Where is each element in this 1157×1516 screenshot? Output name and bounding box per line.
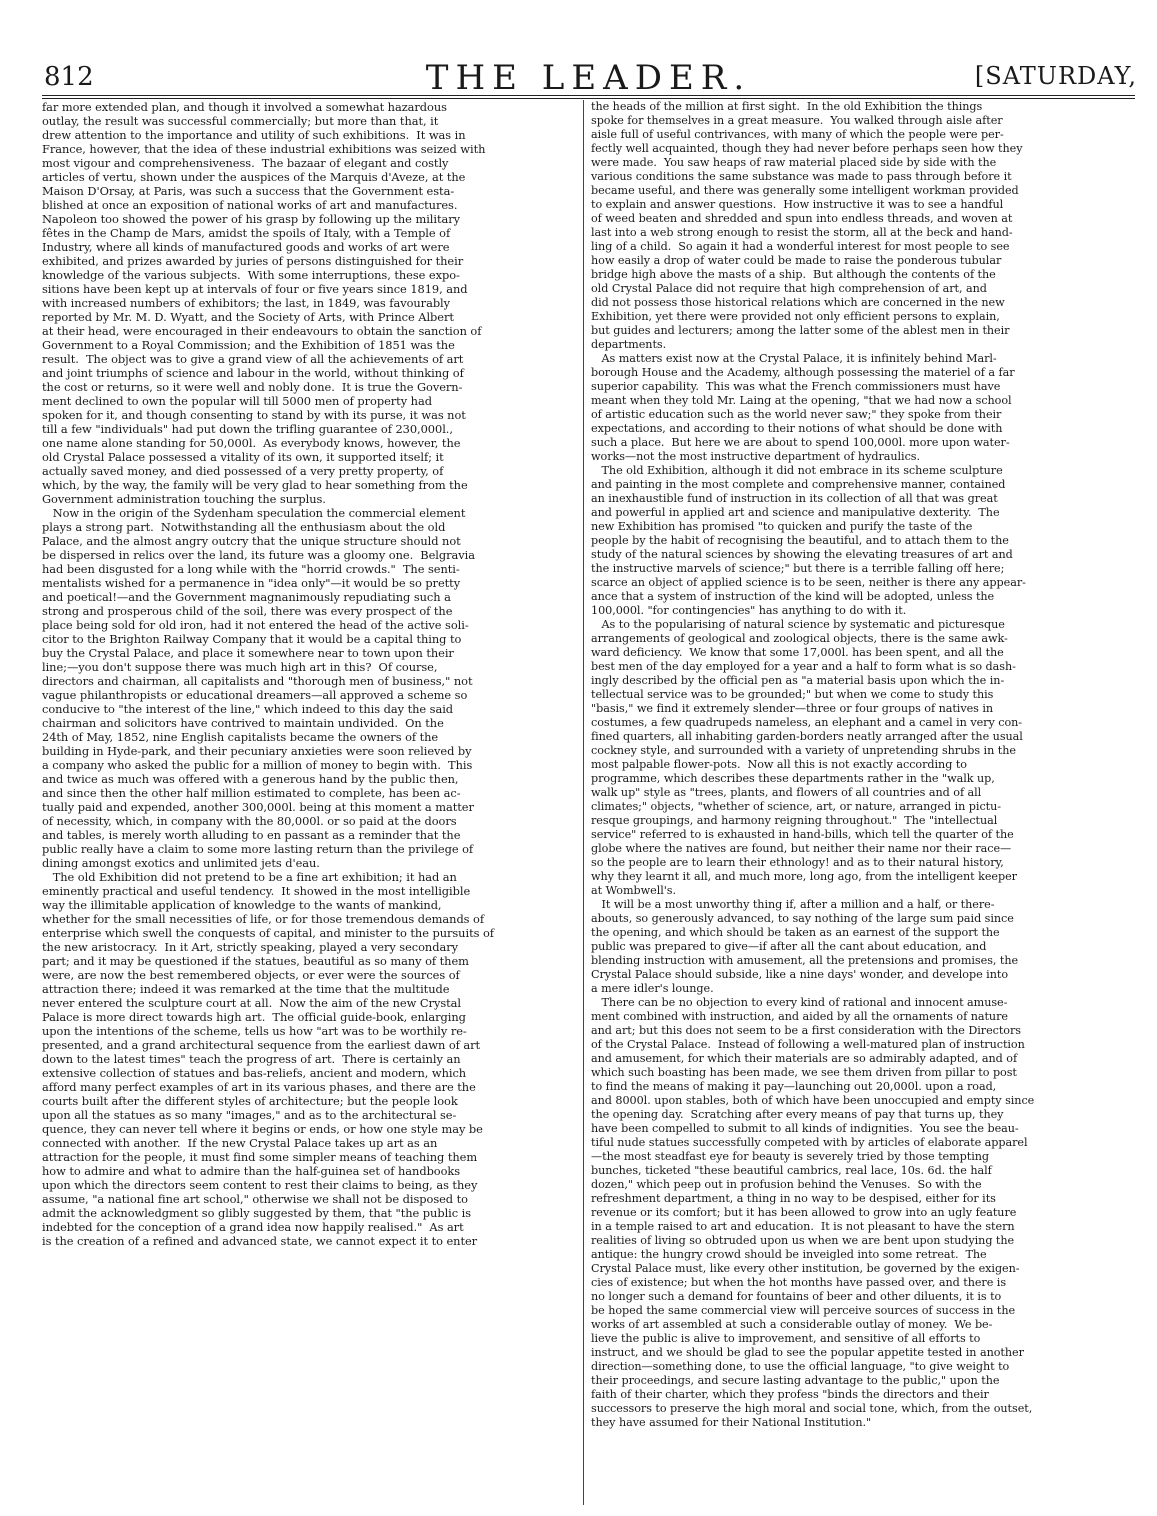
text-line: faith of their charter, which they profess "binds the directors and their <box>591 1388 989 1401</box>
text-line: which such boasting has been made, we see them driven from pillar to post <box>591 1066 1017 1079</box>
text-line: lieve the public is alive to improvement, and sensitive of all efforts to <box>591 1332 981 1345</box>
text-line: enterprise which swell the conquests of capital, and minister to the pursuits of <box>42 926 494 940</box>
text-line: various conditions the same substance was made to pass through before it <box>591 170 1012 183</box>
text-line: strong and prosperous child of the soil, there was every prospect of the <box>42 604 453 618</box>
text-line: The old Exhibition, although it did not embrace in its scheme sculpture <box>591 464 1003 477</box>
text-line: connected with another. If the new Crystal Palace takes up art as an <box>42 1136 438 1150</box>
text-line: borough House and the Academy, although possessing the materiel of a far <box>591 366 1015 379</box>
text-line: whether for the small necessities of life, or for those tremendous demands of <box>42 912 485 926</box>
text-line: how easily a drop of water could be made to raise the ponderous tubular <box>591 254 1002 267</box>
text-line: and twice as much was offered with a generous hand by the public then, <box>42 772 459 786</box>
text-line: blending instruction with amusement, all the pretensions and promises, the <box>591 954 1019 967</box>
column-divider <box>583 100 584 1505</box>
text-line: a company who asked the public for a million of money to begin with. This <box>42 758 473 772</box>
text-line: the opening day. Scratching after every means of pay that turns up, they <box>591 1108 1004 1121</box>
text-line: upon all the statues as so many "images," and as to the architectural se- <box>42 1108 457 1122</box>
text-line: extensive collection of statues and bas-reliefs, ancient and modern, which <box>42 1066 467 1080</box>
text-line: —the most steadfast eye for beauty is severely tried by those tempting <box>591 1150 990 1163</box>
text-line: old Crystal Palace possessed a vitality of its own, it supported itself; it <box>42 450 444 464</box>
text-line: is the creation of a refined and advanced state, we cannot expect it to enter <box>42 1234 478 1248</box>
text-line: works—not the most instructive department of hydraulics. <box>591 450 920 463</box>
text-line: presented, and a grand architectural sequence from the earliest dawn of art <box>42 1038 481 1052</box>
text-line: cies of existence; but when the hot months have passed over, and there is <box>591 1276 1007 1289</box>
text-line: building in Hyde-park, and their pecuniary anxieties were soon relieved by <box>42 744 472 758</box>
text-line: Palace is more direct towards high art. The official guide-book, enlarging <box>42 1010 466 1024</box>
text-line: fined quarters, all inhabiting garden-borders neatly arranged after the usual <box>591 730 1023 743</box>
issue-day: [SATURDAY, <box>974 62 1137 90</box>
text-line: Crystal Palace should subside, like a nine days' wonder, and develope into <box>591 968 1008 981</box>
text-line: way the illimitable application of knowledge to the wants of mankind, <box>42 898 442 912</box>
text-line: drew attention to the importance and utility of such exhibitions. It was in <box>42 128 466 142</box>
text-line: their proceedings, and secure lasting advantage to the public," upon the <box>591 1374 1000 1387</box>
text-line: eminently practical and useful tendency. It showed in the most intelligible <box>42 884 471 898</box>
text-line: and amusement, for which their materials are so admirably adapted, and of <box>591 1052 1018 1065</box>
text-line: Exhibition, yet there were provided not only efficient persons to explain, <box>591 310 1000 323</box>
text-line: dining amongst exotics and unlimited jets d'eau. <box>42 856 320 870</box>
masthead <box>40 58 1137 98</box>
text-line: Maison D'Orsay, at Paris, was such a success that the Government esta- <box>42 184 455 198</box>
text-line: quence, they can never tell where it begins or ends, or how one style may be <box>42 1122 483 1136</box>
text-line: far more extended plan, and though it involved a somewhat hazardous <box>42 100 447 114</box>
text-line: "basis," we find it extremely slender—three or four groups of natives in <box>591 702 994 715</box>
text-line: result. The object was to give a grand view of all the achievements of art <box>42 352 464 366</box>
text-line: exhibited, and prizes awarded by juries of persons distinguished for their <box>42 254 464 268</box>
text-line: a mere idler's lounge. <box>591 982 714 995</box>
text-line: climates;" objects, "whether of science, art, or nature, arranged in pictu- <box>591 800 1001 813</box>
text-line: dozen," which peep out in profusion behind the Venuses. So with the <box>591 1178 982 1191</box>
text-line: and art; but this does not seem to be a first consideration with the Directors <box>591 1024 1021 1037</box>
text-line: part; and it may be questioned if the statues, beautiful as so many of them <box>42 954 469 968</box>
text-line: and poetical!—and the Government magnanimously repudiating such a <box>42 590 451 604</box>
text-line: tellectual service was to be grounded;" but when we come to study this <box>591 688 994 701</box>
text-line: buy the Crystal Palace, and place it somewhere near to town upon their <box>42 646 454 660</box>
text-line: As to the popularising of natural science by systematic and picturesque <box>591 618 1005 631</box>
text-line: attraction for the people, it must find some simpler means of teaching them <box>42 1150 478 1164</box>
text-line: down to the latest times" teach the progress of art. There is certainly an <box>42 1052 461 1066</box>
text-line: became useful, and there was generally some intelligent workman provided <box>591 184 1019 197</box>
text-line: Government to a Royal Commission; and the Exhibition of 1851 was the <box>42 338 455 352</box>
text-line: upon the intentions of the scheme, tells us how "art was to be worthily re- <box>42 1024 467 1038</box>
text-line: Now in the origin of the Sydenham speculation the commercial element <box>42 506 466 520</box>
text-line: scarce an object of applied science is to be seen, neither is there any appear- <box>591 576 1026 589</box>
text-line: best men of the day employed for a year and a half to form what is so dash- <box>591 660 1016 673</box>
text-line: at their head, were encouraged in their endeavours to obtain the sanction of <box>42 324 482 338</box>
text-line: spoke for themselves in a great measure. You walked through aisle after <box>591 114 1003 127</box>
text-line: As matters exist now at the Crystal Palace, it is infinitely behind Marl- <box>591 352 997 365</box>
text-line: to find the means of making it pay—launching out 20,000l. upon a road, <box>591 1080 997 1093</box>
text-line: and powerful in applied art and science and manipulative dexterity. The <box>591 506 1000 519</box>
text-line: service" referred to is exhausted in hand-bills, which tell the quarter of the <box>591 828 1014 841</box>
text-line: the new aristocracy. In it Art, strictly speaking, played a very secondary <box>42 940 458 954</box>
text-line: directors and chairman, all capitalists and "thorough men of business," not <box>42 674 473 688</box>
text-line: successors to preserve the high moral and social tone, which, from the outset, <box>591 1402 1033 1415</box>
text-line: such a place. But here we are about to spend 100,000l. more upon water- <box>591 436 1010 449</box>
text-line: ment combined with instruction, and aided by all the ornaments of nature <box>591 1010 1008 1023</box>
text-line: superior capability. This was what the French commissioners must have <box>591 380 1001 393</box>
text-line: assume, "a national fine art school," otherwise we shall not be disposed to <box>42 1192 468 1206</box>
text-line: of the Crystal Palace. Instead of following a well-matured plan of instruction <box>591 1038 1025 1051</box>
text-line: 24th of May, 1852, nine English capitalists became the owners of the <box>42 730 439 744</box>
text-line: why they learnt it all, and much more, long ago, from the intelligent keeper <box>591 870 1017 883</box>
header-rule-bottom <box>42 98 1135 99</box>
text-line: but guides and lecturers; among the latter some of the ablest men in their <box>591 324 1010 337</box>
text-line: refreshment department, a thing in no way to be despised, either for its <box>591 1192 996 1205</box>
text-line: instruct, and we should be glad to see the popular appetite tested in another <box>591 1346 1024 1359</box>
text-line: ingly described by the official pen as "a material basis upon which the in- <box>591 674 1005 687</box>
text-line: with increased numbers of exhibitors; the last, in 1849, was favourably <box>42 296 451 310</box>
text-line: new Exhibition has promised "to quicken and purify the taste of the <box>591 520 973 533</box>
text-line: so the people are to learn their ethnology! and as to their natural history, <box>591 856 1004 869</box>
text-line: arrangements of geological and zoological objects, there is the same awk- <box>591 632 1008 645</box>
text-line: of necessity, which, in company with the 80,000l. or so paid at the doors <box>42 814 457 828</box>
text-line: reported by Mr. M. D. Wyatt, and the Society of Arts, with Prince Albert <box>42 310 454 324</box>
text-line: actually saved money, and died possessed of a very pretty property, of <box>42 464 444 478</box>
right-column <box>591 100 1137 1430</box>
text-line: in a temple raised to art and education. It is not pleasant to have the stern <box>591 1220 1015 1233</box>
text-line: afford many perfect examples of art in its various phases, and there are the <box>42 1080 476 1094</box>
text-line: till a few "individuals" had put down the trifling guarantee of 230,000l., <box>42 422 453 436</box>
text-line: admit the acknowledgment so glibly suggested by them, that "the public is <box>42 1206 472 1220</box>
text-line: ance that a system of instruction of the kind will be adopted, unless the <box>591 590 995 603</box>
newspaper-title: THE LEADER. <box>425 58 752 98</box>
left-column <box>42 100 582 1248</box>
text-line: no longer such a demand for fountains of beer and other diluents, it is to <box>591 1290 1002 1303</box>
text-line: mentalists wished for a permanence in "idea only"—it would be so pretty <box>42 576 461 590</box>
header-rule-top <box>42 95 1135 96</box>
text-line: were, are now the best remembered objects, or ever were the sources of <box>42 968 460 982</box>
text-line: Government administration touching the surplus. <box>42 492 326 506</box>
text-line: to explain and answer questions. How instructive it was to see a handful <box>591 198 1004 211</box>
text-line: public really have a claim to some more lasting return than the privilege of <box>42 842 474 856</box>
text-line: an inexhaustible fund of instruction in its collection of all that was great <box>591 492 998 505</box>
text-line: resque groupings, and harmony reigning throughout." The "intellectual <box>591 814 998 827</box>
text-line: programme, which describes these departments rather in the "walk up, <box>591 772 995 785</box>
text-line: ment declined to own the popular will till 5000 men of property had <box>42 394 432 408</box>
text-line: realities of living so obtruded upon us when we are bent upon studying the <box>591 1234 1015 1247</box>
text-line: aisle full of useful contrivances, with many of which the people were per- <box>591 128 1004 141</box>
text-line: attraction there; indeed it was remarked at the time that the multitude <box>42 982 450 996</box>
text-line: expectations, and according to their notions of what should be done with <box>591 422 1003 435</box>
text-line: the opening, and which should be taken as an earnest of the support the <box>591 926 1000 939</box>
text-line: works of art assembled at such a considerable outlay of money. We be- <box>591 1318 993 1331</box>
text-line: the cost or returns, so it were well and nobly done. It is true the Govern- <box>42 380 463 394</box>
text-line: conducive to "the interest of the line," which indeed to this day the said <box>42 702 454 716</box>
text-line: most vigour and comprehensiveness. The bazaar of elegant and costly <box>42 156 449 170</box>
text-line: vague philanthropists or educational dreamers—all approved a scheme so <box>42 688 468 702</box>
text-line: be hoped the same commercial view will perceive sources of success in the <box>591 1304 1016 1317</box>
text-line: chairman and solicitors have contrived to maintain undivided. On the <box>42 716 444 730</box>
text-line: The old Exhibition did not pretend to be a fine art exhibition; it had an <box>42 870 457 884</box>
text-line: ling of a child. So again it had a wonderful interest for most people to see <box>591 240 1010 253</box>
text-line: one name alone standing for 50,000l. As everybody knows, however, the <box>42 436 461 450</box>
text-line: citor to the Brighton Railway Company that it would be a capital thing to <box>42 632 462 646</box>
text-line: Palace, and the almost angry outcry that the unique structure should not <box>42 534 461 548</box>
text-line: of artistic education such as the world never saw;" they spoke from their <box>591 408 1002 421</box>
text-line: at Wombwell's. <box>591 884 676 897</box>
text-line: tiful nude statues successfully competed with by articles of elaborate apparel <box>591 1136 1028 1149</box>
text-line: and since then the other half million estimated to complete, has been ac- <box>42 786 461 800</box>
text-line: ward deficiency. We know that some 17,000l. has been spent, and all the <box>591 646 1004 659</box>
text-line: Napoleon too showed the power of his grasp by following up the military <box>42 212 461 226</box>
text-line: plays a strong part. Notwithstanding all the enthusiasm about the old <box>42 520 446 534</box>
text-line: place being sold for old iron, had it not entered the head of the active soli- <box>42 618 469 632</box>
text-line: people by the habit of recognising the beautiful, and to attach them to the <box>591 534 1009 547</box>
text-line: the instructive marvels of science;" but there is a terrible falling off here; <box>591 562 1005 575</box>
text-line: It will be a most unworthy thing if, after a million and a half, or there- <box>591 898 995 911</box>
text-line: have been compelled to submit to all kinds of indignities. You see the beau- <box>591 1122 1019 1135</box>
text-line: line;—you don't suppose there was much high art in this? Of course, <box>42 660 438 674</box>
text-line: knowledge of the various subjects. With some interruptions, these expo- <box>42 268 460 282</box>
text-line: were made. You saw heaps of raw material placed side by side with the <box>591 156 997 169</box>
text-line: France, however, that the idea of these industrial exhibitions was seized with <box>42 142 486 156</box>
text-line: had been disgusted for a long while with the "horrid crowds." The senti- <box>42 562 460 576</box>
text-line: walk up" style as "trees, plants, and flowers of all countries and of all <box>591 786 982 799</box>
text-line: tually paid and expended, another 300,000l. being at this moment a matter <box>42 800 474 814</box>
text-line: indebted for the conception of a grand idea now happily realised." As art <box>42 1220 464 1234</box>
text-line: outlay, the result was successful commercially; but more than that, it <box>42 114 439 128</box>
text-line: which, by the way, the family will be very glad to hear something from the <box>42 478 468 492</box>
text-line: Crystal Palace must, like every other institution, be governed by the exigen- <box>591 1262 1020 1275</box>
text-line: fectly well acquainted, though they had never before perhaps seen how they <box>591 142 1023 155</box>
text-line: cockney style, and surrounded with a variety of unpretending shrubs in the <box>591 744 1016 757</box>
text-line: never entered the sculpture court at all. Now the aim of the new Crystal <box>42 996 461 1010</box>
text-line: bunches, ticketed "these beautiful cambrics, real lace, 10s. 6d. the half <box>591 1164 992 1177</box>
text-line: revenue or its comfort; but it has been allowed to grow into an ugly feature <box>591 1206 1017 1219</box>
text-line: spoken for it, and though consenting to stand by with its purse, it was not <box>42 408 466 422</box>
text-line: departments. <box>591 338 667 351</box>
text-line: and 8000l. upon stables, both of which have been unoccupied and empty since <box>591 1094 1035 1107</box>
text-line: Industry, where all kinds of manufactured goods and works of art were <box>42 240 450 254</box>
text-line: costumes, a few quadrupeds nameless, an elephant and a camel in very con- <box>591 716 1023 729</box>
text-line: how to admire and what to admire than the half-guinea set of handbooks <box>42 1164 461 1178</box>
text-line: did not possess those historical relations which are concerned in the new <box>591 296 1005 309</box>
text-line: old Crystal Palace did not require that high comprehension of art, and <box>591 282 987 295</box>
text-line: 100,000l. "for contingencies" has anything to do with it. <box>591 604 907 617</box>
text-line: of weed beaten and shredded and spun into endless threads, and woven at <box>591 212 1013 225</box>
text-line: articles of vertu, shown under the auspices of the Marquis d'Aveze, at the <box>42 170 466 184</box>
text-line: study of the natural sciences by showing the elevating treasures of art and <box>591 548 1013 561</box>
text-line: most palpable flower-pots. Now all this is not exactly according to <box>591 758 967 771</box>
text-line: and painting in the most complete and comprehensive manner, contained <box>591 478 1006 491</box>
text-line: fêtes in the Champ de Mars, amidst the spoils of Italy, with a Temple of <box>42 226 451 240</box>
text-line: last into a web strong enough to resist the storm, all at the beck and hand- <box>591 226 1013 239</box>
text-line: globe where the natives are found, but neither their name nor their race— <box>591 842 1012 855</box>
text-line: upon which the directors seem content to rest their claims to being, as they <box>42 1178 478 1192</box>
text-line: be dispersed in relics over the land, its future was a gloomy one. Belgravia <box>42 548 475 562</box>
text-line: abouts, so generously advanced, to say nothing of the large sum paid since <box>591 912 1014 925</box>
text-line: bridge high above the masts of a ship. But although the contents of the <box>591 268 996 281</box>
text-line: meant when they told Mr. Laing at the opening, "that we had now a school <box>591 394 1012 407</box>
text-line: antique: the hungry crowd should be inveigled into some retreat. The <box>591 1248 987 1261</box>
text-line: There can be no objection to every kind of rational and innocent amuse- <box>591 996 1008 1009</box>
text-line: blished at once an exposition of national works of art and manufactures. <box>42 198 458 212</box>
text-line: public was prepared to give—if after all the cant about education, and <box>591 940 987 953</box>
text-line: direction—something done, to use the official language, "to give weight to <box>591 1360 1010 1373</box>
text-line: courts built after the different styles of architecture; but the people look <box>42 1094 458 1108</box>
text-line: the heads of the million at first sight. In the old Exhibition the things <box>591 100 983 113</box>
text-line: and tables, is merely worth alluding to en passant as a reminder that the <box>42 828 461 842</box>
text-line: sitions have been kept up at intervals of four or five years since 1819, and <box>42 282 468 296</box>
text-line: and joint triumphs of science and labour in the world, without thinking of <box>42 366 464 380</box>
text-line: they have assumed for their National Institution." <box>591 1416 872 1429</box>
page-number: 812 <box>44 62 94 92</box>
